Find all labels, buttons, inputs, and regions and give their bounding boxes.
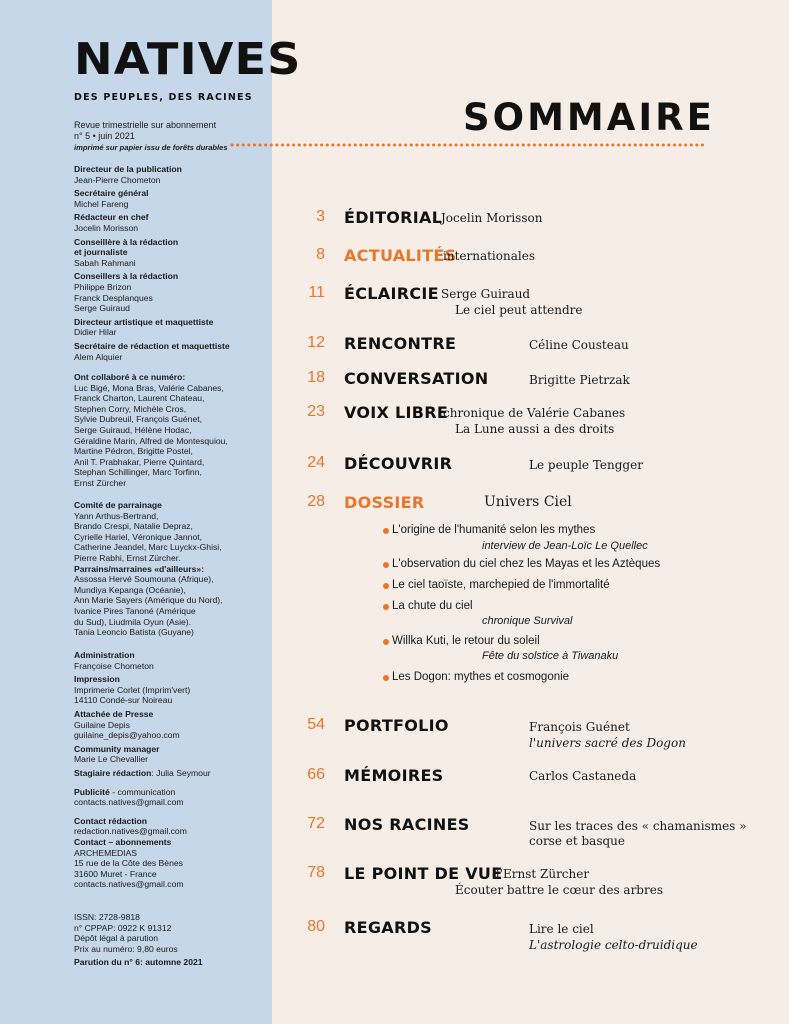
- staff-name: Serge Guiraud: [74, 303, 130, 314]
- dossier-item[interactable]: La chute du ciel: [392, 600, 473, 612]
- dossier-item[interactable]: L'origine de l'humanité selon les mythes: [392, 524, 596, 536]
- page-number: 80: [307, 918, 325, 935]
- subs-email: contacts.natives@gmail.com: [74, 879, 184, 890]
- logo-wordmark: NATIVES: [74, 34, 302, 85]
- section-desc: Le ciel peut attendre: [455, 303, 583, 317]
- page-number: 11: [308, 284, 325, 301]
- community-role: Community manager: [74, 743, 160, 754]
- sponsors-line: Ann Marie Sayers (Amérique du Nord),: [74, 595, 223, 606]
- staff-role: Directeur de la publication: [74, 164, 182, 174]
- community-name: Marie Le Chevallier: [74, 754, 149, 765]
- section-desc: chronique de Valérie Cabanes: [443, 406, 626, 420]
- ad-role: Publicité: [74, 786, 110, 797]
- committee-line: Catherine Jeandel, Marc Luyckx-Ghisi,: [74, 542, 222, 553]
- section-desc: l'univers sacré des Dogon: [529, 736, 686, 750]
- press-role: Attachée de Presse: [74, 708, 154, 719]
- magazine-issue: n° 5 • juin 2021: [74, 131, 135, 141]
- print-role: Impression: [74, 674, 120, 685]
- section-title: ÉCLAIRCIE: [344, 284, 439, 303]
- contributors-line: Stephen Corry, Michèle Cros,: [74, 403, 187, 414]
- ad-line: [74, 787, 266, 798]
- contributors-line: Luc Bigé, Mona Bras, Valérie Cabanes,: [74, 382, 224, 393]
- contact-email: redaction.natives@gmail.com: [74, 826, 187, 837]
- legal-block: [74, 912, 266, 968]
- section-title: PORTFOLIO: [344, 716, 449, 735]
- contributors-line: Ernst Zürcher: [74, 477, 127, 488]
- subs-line: 15 rue de la Côte des Bènes: [74, 858, 183, 869]
- section-title: RENCONTRE: [344, 334, 457, 353]
- issn: ISSN: 2728-9818: [74, 912, 140, 922]
- logo-tagline: DES PEUPLES, DES RACINES: [74, 92, 253, 103]
- staff-name: Sabah Rahmani: [74, 257, 136, 268]
- page-number: 24: [307, 454, 325, 471]
- contributors-line: Franck Charton, Laurent Chateau,: [74, 393, 205, 404]
- committee-title: Comité de parrainage: [74, 500, 162, 510]
- staff-name: Michel Fareng: [74, 198, 129, 209]
- dossier-item-note: Fête du solstice à Tiwanaku: [482, 650, 619, 662]
- page-number: 54: [307, 716, 325, 733]
- staff-role: Secrétaire de rédaction et maquettiste: [74, 340, 230, 351]
- staff-name: Jocelin Morisson: [74, 222, 138, 233]
- committee-line: Brando Crespi, Natalie Depraz,: [74, 521, 193, 532]
- natives-logo: [74, 34, 302, 103]
- section-desc: François Guénet: [529, 720, 630, 734]
- section-title: ACTUALITÉS: [344, 246, 457, 265]
- print-line: 14110 Condé-sur Noireau: [74, 695, 173, 706]
- sidebar: [0, 0, 302, 1024]
- dossier-item-note: chronique Survival: [482, 615, 573, 627]
- dossier-item[interactable]: L'observation du ciel chez les Mayas et les Aztèques: [392, 558, 661, 570]
- section-desc: Carlos Castaneda: [529, 769, 637, 783]
- section-desc: Sur les traces des « chamanismes »: [529, 819, 747, 833]
- ad-email: contacts.natives@gmail.com: [74, 797, 184, 808]
- legal-deposit: Dépôt légal à parution: [74, 933, 159, 944]
- admin-role: Administration: [74, 650, 135, 660]
- section-title: CONVERSATION: [344, 369, 489, 388]
- sponsors-line: du Sud), Liudmila Oyun (Asie).: [74, 616, 192, 627]
- committee-line: Pierre Rabhi, Ernst Zürcher.: [74, 552, 181, 563]
- dossier-item-note: interview de Jean-Loïc Le Quellec: [482, 540, 648, 552]
- sponsors-title: Parrains/marraines «d'ailleurs»:: [74, 563, 205, 574]
- subs-line: ARCHEMEDIAS: [74, 847, 138, 858]
- next-issue: Parution du n° 6: automne 2021: [74, 957, 203, 968]
- page-number: 78: [307, 864, 325, 881]
- staff-block: [74, 164, 266, 362]
- section-title: LE POINT DE VUE: [344, 864, 503, 883]
- contact-role: Contact rédaction: [74, 815, 148, 826]
- print-line: Imprimerie Corlet (Imprim'vert): [74, 684, 191, 695]
- intern-line: [74, 768, 266, 779]
- page-number: 8: [316, 246, 325, 263]
- section-title: VOIX LIBRE: [344, 403, 449, 422]
- section-title: REGARDS: [344, 918, 432, 937]
- sponsors-line: Mundiya Kepanga (Océanie),: [74, 584, 186, 595]
- section-title: DOSSIER: [344, 493, 425, 512]
- page-title: SOMMAIRE: [463, 96, 715, 139]
- press-email: guilaine_depis@yahoo.com: [74, 730, 180, 741]
- staff-role: Rédacteur en chef: [74, 212, 149, 223]
- cppap: n° CPPAP: 0922 K 91312: [74, 922, 172, 933]
- page-number: 23: [307, 403, 325, 420]
- staff-name: Jean-Pierre Chometon: [74, 174, 161, 185]
- section-desc: Serge Guiraud: [441, 287, 531, 301]
- page-number: 3: [316, 208, 325, 225]
- contributors-title: Ont collaboré à ce numéro:: [74, 372, 186, 382]
- committee-line: Cyrielle Hariel, Véronique Jannot,: [74, 531, 203, 542]
- staff-name: Franck Desplanques: [74, 292, 153, 303]
- dotted-divider: [230, 143, 708, 147]
- section-desc: L'astrologie celto-druidique: [529, 938, 698, 952]
- section-desc: La Lune aussi a des droits: [455, 422, 615, 436]
- section-desc: d'Ernst Zürcher: [492, 867, 590, 881]
- admin-block: [74, 650, 266, 890]
- magazine-info: [74, 120, 264, 153]
- section-desc: Brigitte Pietrzak: [529, 373, 630, 387]
- section-desc: Lire le ciel: [529, 922, 594, 936]
- committee-block: [74, 500, 266, 638]
- section-title: ÉDITORIAL: [344, 208, 443, 227]
- dossier-item[interactable]: Le ciel taoïste, marchepied de l'immortalité: [392, 579, 610, 591]
- section-desc: corse et basque: [529, 834, 625, 848]
- staff-role: Directeur artistique et maquettiste: [74, 316, 214, 327]
- ad-rest: - communication: [109, 786, 176, 797]
- page-number: 12: [307, 334, 325, 351]
- section-desc: Le peuple Tengger: [529, 458, 643, 472]
- staff-name: Alem Alquier: [74, 351, 123, 362]
- section-desc: Univers Ciel: [484, 494, 572, 510]
- section-title: DÉCOUVRIR: [344, 454, 453, 473]
- staff-role: Conseillère à la rédaction: [74, 236, 179, 247]
- contributors-block: [74, 372, 266, 489]
- dossier-item[interactable]: Willka Kuti, le retour du soleil: [392, 635, 540, 647]
- subs-line: 31600 Muret - France: [74, 868, 157, 879]
- section-title: NOS RACINES: [344, 815, 470, 834]
- magazine-frequency: Revue trimestrielle sur abonnement: [74, 120, 217, 130]
- contributors-line: Géraldine Marin, Alfred de Montesquiou,: [74, 435, 228, 446]
- staff-role: et journaliste: [74, 247, 128, 258]
- sponsors-line: Tania Leoncio Batista (Guyane): [74, 627, 194, 638]
- contributors-line: Anil T. Prabhakar, Pierre Quintard,: [74, 456, 205, 467]
- dossier-item[interactable]: Les Dogon: mythes et cosmogonie: [392, 671, 570, 683]
- staff-name: Didier Hilar: [74, 327, 117, 338]
- page-number: 28: [307, 493, 325, 510]
- contributors-line: Martine Pédron, Brigitte Postel,: [74, 446, 193, 457]
- section-title: MÉMOIRES: [344, 766, 444, 785]
- section-desc: Jocelin Morisson: [441, 211, 543, 225]
- contributors-line: Stephan Schillinger, Marc Torfinn,: [74, 467, 202, 478]
- contributors-line: Serge Guiraud, Hélène Hodac,: [74, 424, 192, 435]
- page-number: 72: [307, 815, 325, 832]
- magazine-paper-note: imprimé sur papier issu de forêts durables: [74, 143, 228, 152]
- section-desc: Écouter battre le cœur des arbres: [455, 883, 663, 897]
- section-desc: Céline Cousteau: [529, 338, 629, 352]
- intern-name: : Julia Seymour: [151, 767, 211, 778]
- staff-role: Conseillers à la rédaction: [74, 271, 179, 282]
- page-number: 66: [307, 766, 325, 783]
- intern-role: Stagiaire rédaction: [74, 767, 152, 778]
- contributors-line: Sylvie Dubreuil, François Guénet,: [74, 414, 203, 425]
- staff-name: Philippe Brizon: [74, 281, 132, 292]
- admin-name: Françoise Chometon: [74, 660, 154, 671]
- committee-line: Yann Arthus-Bertrand,: [74, 510, 159, 521]
- sponsors-line: Assossa Hervé Soumouna (Afrique),: [74, 574, 214, 585]
- press-name: Guilaine Depis: [74, 719, 130, 730]
- subs-role: Contact – abonnements: [74, 836, 172, 847]
- section-desc: internationales: [443, 249, 535, 263]
- sponsors-line: Ivanice Pires Tanoné (Amérique: [74, 605, 196, 616]
- page-number: 18: [307, 369, 325, 386]
- staff-role: Secrétaire général: [74, 188, 149, 199]
- issue-price: Prix au numéro: 9,80 euros: [74, 943, 178, 954]
